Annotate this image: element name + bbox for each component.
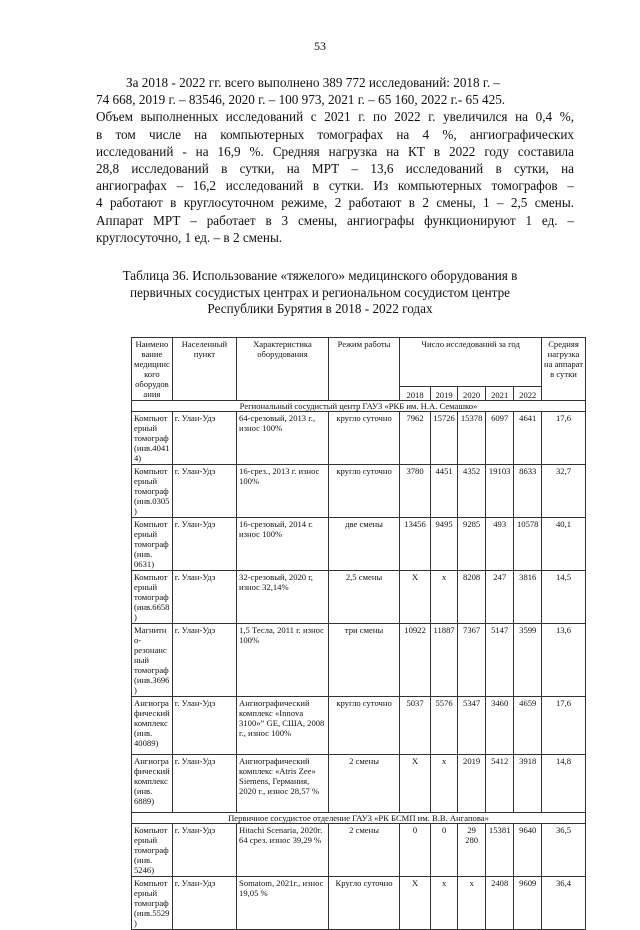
cell-average-load: 36,4: [542, 877, 586, 930]
cell-average-load: 13,6: [542, 624, 586, 697]
header-year: 2019: [430, 387, 458, 401]
cell-equipment-name: Ангиографический комплекс (инв. 6889): [132, 755, 173, 813]
header-year: 2021: [485, 387, 514, 401]
cell-average-load: 14,8: [542, 755, 586, 813]
paragraph-line: За 2018 - 2022 гг. всего выполнено 389 772 исследований: 2018 г. –: [126, 75, 501, 90]
cell-count-2019: 11887: [430, 624, 458, 697]
cell-count-2019: х: [430, 877, 458, 930]
cell-count-2020: 9285: [458, 518, 486, 571]
cell-city: г. Улан-Удэ: [172, 697, 236, 755]
header-study-count: Число исследований за год: [400, 338, 542, 387]
header-equipment-name: Наименование медицинского оборудования: [132, 338, 173, 401]
cell-work-mode: кругло суточно: [328, 412, 399, 465]
cell-city: г. Улан-Удэ: [172, 412, 236, 465]
section-title: Региональный сосудистый центр ГАУЗ «РКБ им. Н.А. Семашко»: [132, 401, 586, 412]
paragraph-line: Объем выполненных исследований с 2021 г. по 2022 г. увеличился на 0,4 %,: [96, 109, 574, 125]
cell-count-2018: 0: [400, 824, 431, 877]
cell-specification: Somatom, 2021г., износ 19,05 %: [237, 877, 329, 930]
caption-line: Таблица 36. Использование «тяжелого» медицинского оборудования в: [122, 268, 518, 283]
cell-city: г. Улан-Удэ: [172, 465, 236, 518]
cell-count-2020: 8208: [458, 571, 486, 624]
section-title: Первичное сосудистое отделение ГАУЗ «РК БСМП им. В.В. Ангапова»: [132, 813, 586, 824]
cell-work-mode: 2 смены: [328, 755, 399, 813]
cell-count-2018: 3780: [400, 465, 431, 518]
cell-equipment-name: Ангиографический комплекс (инв. 40089): [132, 697, 173, 755]
cell-count-2020: 29 280: [458, 824, 486, 877]
cell-city: г. Улан-Удэ: [172, 877, 236, 930]
cell-count-2020: 7367: [458, 624, 486, 697]
cell-count-2018: 7962: [400, 412, 431, 465]
cell-specification: Hitachi Scenaria, 2020г. 64 срез. износ 39,29 %: [237, 824, 329, 877]
cell-count-2022: 10578: [514, 518, 542, 571]
table-row: [132, 697, 586, 755]
cell-count-2021: 5147: [485, 624, 514, 697]
header-year: 2020: [458, 387, 486, 401]
cell-count-2021: 15381: [485, 824, 514, 877]
cell-count-2021: 247: [485, 571, 514, 624]
header-work-mode: Режим работы: [328, 338, 399, 401]
cell-average-load: 32,7: [542, 465, 586, 518]
cell-count-2020: 15378: [458, 412, 486, 465]
cell-average-load: 40,1: [542, 518, 586, 571]
cell-work-mode: Кругло суточно: [328, 877, 399, 930]
header-specification: Характеристика оборудования: [237, 338, 329, 401]
cell-equipment-name: Компьютерный томограф (инв.0305): [132, 465, 173, 518]
cell-count-2019: 9495: [430, 518, 458, 571]
cell-count-2018: Х: [400, 877, 431, 930]
cell-city: г. Улан-Удэ: [172, 518, 236, 571]
cell-count-2021: 19103: [485, 465, 514, 518]
equipment-table: [131, 337, 586, 930]
cell-count-2019: 0: [430, 824, 458, 877]
cell-work-mode: 2,5 смены: [328, 571, 399, 624]
caption-line: Республики Бурятия в 2018 - 2022 годах: [207, 301, 433, 317]
cell-work-mode: три смены: [328, 624, 399, 697]
cell-count-2019: 15726: [430, 412, 458, 465]
cell-count-2022: 4659: [514, 697, 542, 755]
cell-equipment-name: Магнитно-резонансный томограф (инв.3696): [132, 624, 173, 697]
cell-count-2022: 3816: [514, 571, 542, 624]
cell-average-load: 36,5: [542, 824, 586, 877]
cell-count-2018: 13456: [400, 518, 431, 571]
cell-work-mode: кругло суточно: [328, 465, 399, 518]
cell-count-2022: 9609: [514, 877, 542, 930]
paragraph-line: 28,8 исследований в сутки, на МРТ – 13,6 исследований в сутки, на: [96, 161, 574, 177]
table-row: [132, 571, 586, 624]
cell-equipment-name: Компьютерный томограф (инв.40414): [132, 412, 173, 465]
cell-city: г. Улан-Удэ: [172, 624, 236, 697]
table-row: [132, 412, 586, 465]
table-row: [132, 624, 586, 697]
cell-specification: Ангиографический комплекс «Innova 3100»” GE, США, 2008 г., износ 100%: [237, 697, 329, 755]
cell-count-2020: 2019: [458, 755, 486, 813]
cell-count-2020: х: [458, 877, 486, 930]
cell-count-2021: 3460: [485, 697, 514, 755]
cell-count-2021: 493: [485, 518, 514, 571]
cell-count-2020: 5347: [458, 697, 486, 755]
page-number: 53: [314, 39, 326, 53]
cell-specification: 32-срезовый, 2020 г, износ 32,14%: [237, 571, 329, 624]
cell-count-2020: 4352: [458, 465, 486, 518]
table-row: [132, 465, 586, 518]
cell-specification: 16-срез., 2013 г. износ 100%: [237, 465, 329, 518]
cell-specification: 16-срезовый, 2014 г. износ 100%: [237, 518, 329, 571]
table-row: [132, 824, 586, 877]
header-average-load: Средняя нагрузка на аппарат в сутки: [542, 338, 586, 401]
table-row: [132, 877, 586, 930]
cell-count-2018: 5037: [400, 697, 431, 755]
cell-count-2019: 4451: [430, 465, 458, 518]
cell-work-mode: две смены: [328, 518, 399, 571]
cell-specification: 64-срезовый, 2013 г., износ 100%: [237, 412, 329, 465]
body-paragraph: [96, 74, 574, 246]
paragraph-line: 74 668, 2019 г. – 83546, 2020 г. – 100 973, 2021 г. – 65 160, 2022 г.- 65 425.: [96, 92, 506, 108]
cell-average-load: 17,6: [542, 412, 586, 465]
cell-equipment-name: Компьютерный томограф (инв.6658): [132, 571, 173, 624]
cell-count-2022: 3918: [514, 755, 542, 813]
paragraph-line: 4 работают в круглосуточном режиме, 2 работают в 2 смены, 1 – 2,5 смены.: [96, 195, 574, 211]
cell-count-2019: 5576: [430, 697, 458, 755]
cell-city: г. Улан-Удэ: [172, 824, 236, 877]
cell-count-2021: 6097: [485, 412, 514, 465]
table-row: [132, 518, 586, 571]
cell-count-2021: 2408: [485, 877, 514, 930]
cell-count-2022: 4641: [514, 412, 542, 465]
cell-count-2022: 8633: [514, 465, 542, 518]
cell-work-mode: кругло суточно: [328, 697, 399, 755]
paragraph-line: в том числе на компьютерных томографах на 4 %, ангиографических: [96, 126, 574, 142]
cell-count-2021: 5412: [485, 755, 514, 813]
cell-equipment-name: Компьютерный томограф (инв. 0631): [132, 518, 173, 571]
cell-average-load: 17,6: [542, 697, 586, 755]
table-row: [132, 755, 586, 813]
header-city: Населенный пункт: [172, 338, 236, 401]
cell-equipment-name: Компьютерный томограф (инв.5529): [132, 877, 173, 930]
cell-work-mode: 2 смены: [328, 824, 399, 877]
paragraph-line: Аппарат МРТ – работает в 3 смены, ангиографы функционируют 1 ед. –: [96, 212, 574, 228]
cell-count-2022: 3599: [514, 624, 542, 697]
cell-specification: Ангиографический комплекс «Atris Zee» Siemens, Германия, 2020 г., износ 28,57 %: [237, 755, 329, 813]
cell-count-2018: 10922: [400, 624, 431, 697]
header-year: 2018: [400, 387, 431, 401]
cell-count-2018: Х: [400, 571, 431, 624]
cell-city: г. Улан-Удэ: [172, 571, 236, 624]
cell-count-2018: Х: [400, 755, 431, 813]
cell-count-2019: х: [430, 755, 458, 813]
cell-count-2022: 9640: [514, 824, 542, 877]
header-year: 2022: [514, 387, 542, 401]
cell-city: г. Улан-Удэ: [172, 755, 236, 813]
paragraph-line: ангиографах – 16,2 исследований в сутки. Из компьютерных томографов –: [96, 178, 574, 194]
cell-specification: 1,5 Тесла, 2011 г. износ 100%: [237, 624, 329, 697]
cell-average-load: 14,5: [542, 571, 586, 624]
caption-line: первичных сосудистых центрах и региональном сосудистом центре: [129, 284, 511, 300]
table-caption: [80, 268, 560, 318]
cell-equipment-name: Компьютерный томограф (инв. 5246): [132, 824, 173, 877]
paragraph-line: круглосуточно, 1 ед. – в 2 смены.: [96, 229, 283, 245]
cell-count-2019: х: [430, 571, 458, 624]
paragraph-line: исследований - на 16,9 %. Средняя нагрузка на КТ в 2022 году составила: [96, 143, 574, 159]
